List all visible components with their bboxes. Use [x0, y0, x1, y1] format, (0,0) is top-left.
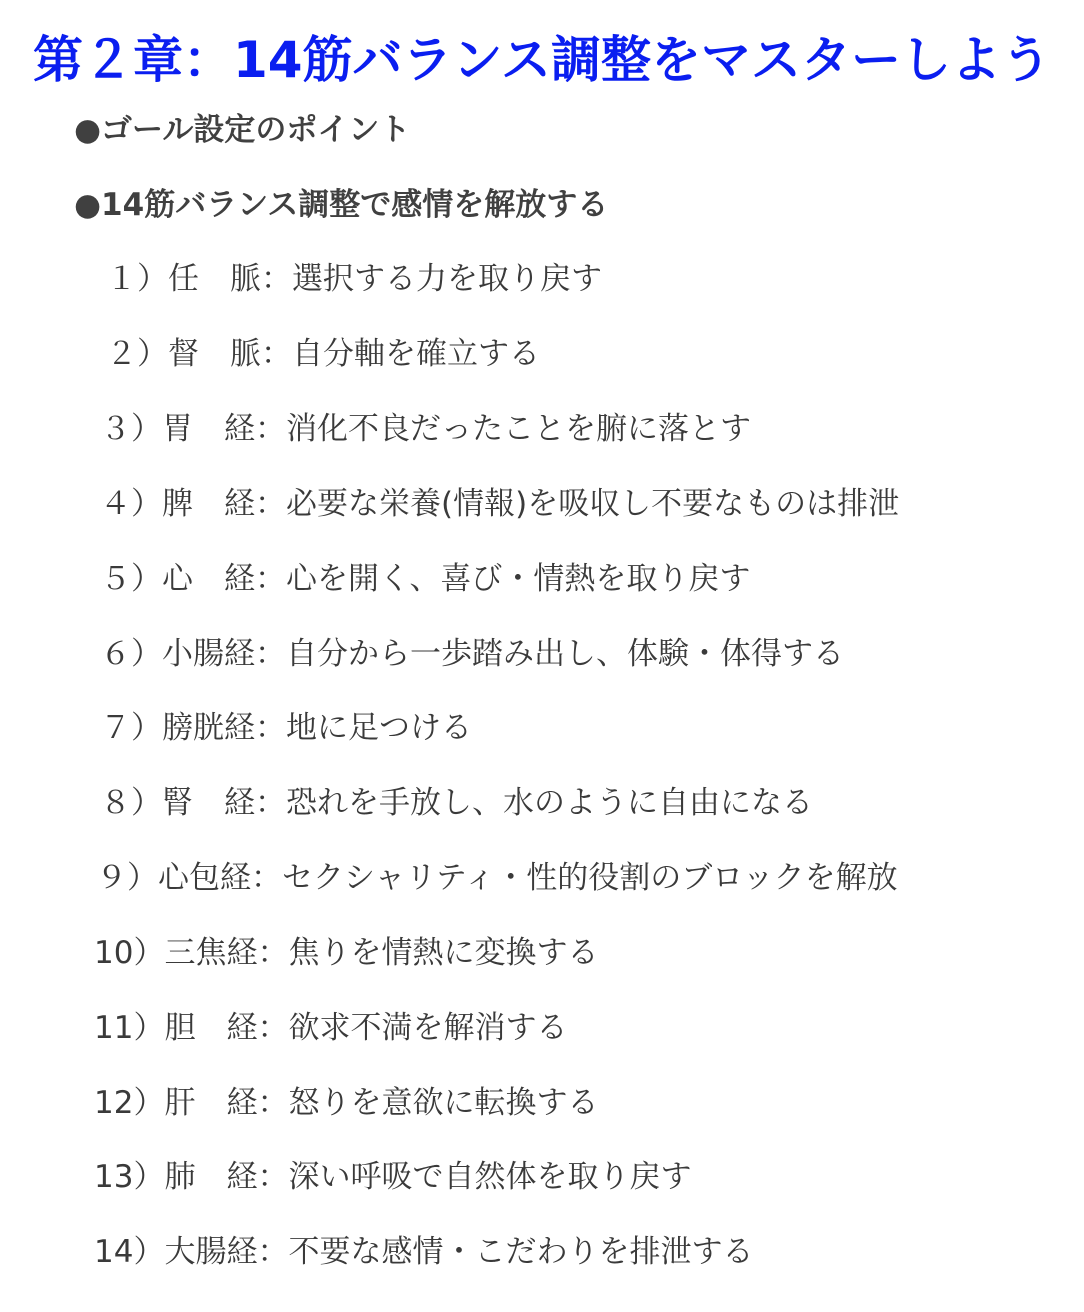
meridian-name: 肺 経: [164, 1159, 258, 1195]
meridian-name: 肝 経: [164, 1085, 258, 1121]
separator: ：: [255, 636, 286, 672]
item-description: 恐れを手放し、水のように自由になる: [286, 785, 813, 821]
separator: ：: [255, 785, 286, 821]
item-description: 地に足つける: [286, 710, 472, 746]
separator: ：: [257, 1010, 289, 1046]
bullet-emotion-release: ●14筋バランス調整で感情を解放する: [74, 187, 609, 223]
meridian-name: 腎 経: [162, 785, 255, 821]
separator: ：: [257, 1085, 289, 1121]
meridian-name: 胃 経: [162, 411, 255, 447]
meridian-name: 小腸経: [162, 636, 255, 672]
separator: ：: [255, 486, 286, 522]
list-item: [100, 478, 899, 530]
item-description: 必要な栄養(情報)を吸収し不要なものは排泄: [286, 486, 900, 522]
item-description: 欲求不満を解消する: [288, 1010, 568, 1046]
list-item: [106, 328, 540, 380]
list-item: [100, 553, 750, 605]
item-description: 自分から一歩踏み出し、体験・体得する: [286, 636, 844, 672]
meridian-name: 心 経: [162, 561, 255, 597]
list-item: [94, 1226, 753, 1278]
item-number: 12）: [94, 1085, 165, 1121]
item-number: ２）: [106, 336, 168, 372]
item-number: １）: [106, 261, 168, 297]
list-item: [94, 927, 598, 979]
list-item: [100, 403, 751, 455]
meridian-name: 膀胱経: [162, 710, 255, 746]
item-number: ５）: [100, 561, 162, 597]
item-description: 心を開く、喜び・情熱を取り戻す: [286, 561, 751, 597]
meridian-name: 任 脈: [168, 261, 261, 297]
item-description: 不要な感情・こだわりを排泄する: [288, 1234, 754, 1270]
meridian-name: 大腸経: [164, 1234, 258, 1270]
separator: ：: [255, 411, 286, 447]
item-number: ７）: [100, 710, 162, 746]
meridian-name: 督 脈: [168, 336, 261, 372]
item-description: セクシャリティ・性的役割のブロックを解放: [282, 860, 898, 896]
meridian-name: 脾 経: [162, 486, 255, 522]
item-number: 14）: [94, 1234, 165, 1270]
list-item: [96, 852, 898, 904]
item-description: 消化不良だったことを腑に落とす: [286, 411, 751, 447]
item-description: 怒りを意欲に転換する: [288, 1085, 599, 1121]
item-number: 13）: [94, 1159, 165, 1195]
item-number: ６）: [100, 636, 162, 672]
list-item: [100, 777, 813, 829]
item-number: 11）: [94, 1010, 165, 1046]
separator: ：: [255, 710, 286, 746]
separator: ：: [257, 935, 289, 971]
item-description: 深い呼吸で自然体を取り戻す: [288, 1159, 692, 1195]
list-item: [106, 253, 602, 305]
list-item: [94, 1077, 598, 1129]
separator: ：: [257, 1159, 289, 1195]
item-description: 選択する力を取り戻す: [292, 261, 602, 297]
item-description: 自分軸を確立する: [292, 336, 540, 372]
item-description: 焦りを情熱に変換する: [288, 935, 599, 971]
list-item: [100, 628, 844, 680]
list-item: [94, 1002, 567, 1054]
list-item: [100, 702, 472, 754]
separator: ：: [251, 860, 282, 896]
separator: ：: [255, 561, 286, 597]
item-number: ９）: [96, 860, 158, 896]
separator: ：: [257, 1234, 289, 1270]
meridian-name: 胆 経: [164, 1010, 258, 1046]
meridian-name: 三焦経: [164, 935, 258, 971]
bullet-goal-setting: ●ゴール設定のポイント: [74, 112, 411, 148]
separator: ：: [261, 261, 292, 297]
item-number: ３）: [100, 411, 162, 447]
separator: ：: [261, 336, 292, 372]
item-number: ８）: [100, 785, 162, 821]
meridian-name: 心包経: [158, 860, 251, 896]
item-number: 10）: [94, 935, 165, 971]
list-item: [94, 1151, 691, 1203]
item-number: ４）: [100, 486, 162, 522]
page-title: 第２章：14筋バランス調整をマスターしよう: [32, 31, 1052, 89]
